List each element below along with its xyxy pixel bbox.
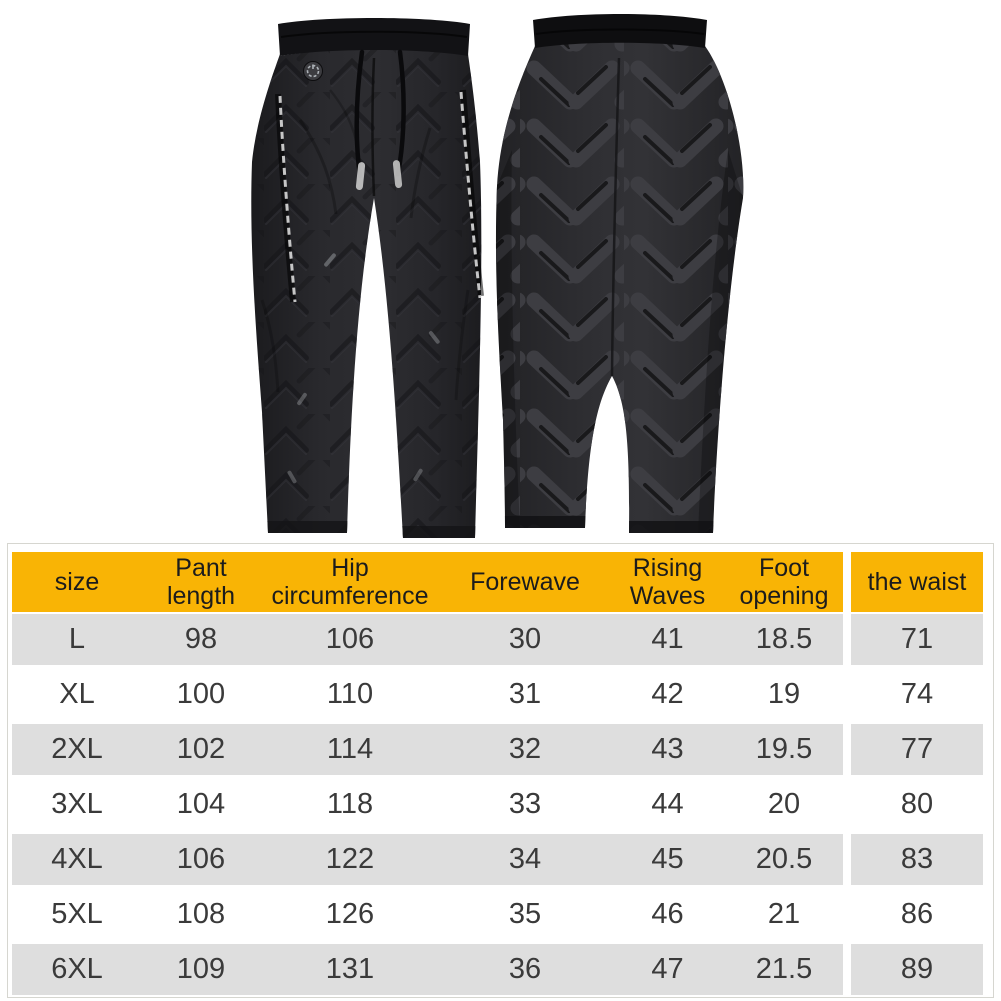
size-cell: XL — [59, 678, 95, 710]
foot-opening-cell: 20 — [767, 788, 801, 820]
table-header-row — [12, 552, 993, 612]
waist-cell: 77 — [851, 722, 983, 777]
size-cell: L — [12, 612, 142, 667]
forewave-cell: 33 — [508, 788, 542, 820]
pant-length-cell: 98 — [142, 612, 260, 667]
pant-length-cell: 108 — [176, 898, 226, 930]
rising-waves-cell: 41 — [610, 612, 725, 667]
pant-length-cell: 100 — [176, 678, 226, 710]
foot-opening-cell: 21.5 — [725, 942, 843, 997]
hip-cell: 122 — [260, 832, 440, 887]
power-button-icon — [304, 62, 323, 81]
rising-waves-cell: 42 — [651, 678, 684, 710]
foot-opening-cell: 18.5 — [725, 612, 843, 667]
forewave-cell: 31 — [508, 678, 542, 710]
foot-opening-cell: 19 — [767, 678, 801, 710]
column-divider — [843, 887, 851, 942]
rising-waves-cell: 43 — [610, 722, 725, 777]
waist-cell: 86 — [900, 898, 934, 930]
foot-opening-cell: 20.5 — [725, 832, 843, 887]
hip-cell: 131 — [260, 942, 440, 997]
size-cell: 6XL — [12, 942, 142, 997]
waist-cell: 80 — [900, 788, 934, 820]
foot-opening-cell: 21 — [767, 898, 801, 930]
column-header-foot-opening: Foot opening — [725, 552, 843, 612]
forewave-cell: 34 — [440, 832, 610, 887]
hip-cell: 114 — [260, 722, 440, 777]
size-cell: 4XL — [12, 832, 142, 887]
column-divider — [843, 777, 851, 832]
pant-length-cell: 106 — [142, 832, 260, 887]
forewave-cell: 35 — [508, 898, 542, 930]
rising-waves-cell: 47 — [610, 942, 725, 997]
pant-length-cell: 102 — [142, 722, 260, 777]
rising-waves-cell: 46 — [651, 898, 684, 930]
rising-waves-cell: 44 — [651, 788, 684, 820]
column-header-size: size — [12, 552, 142, 612]
waist-cell: 89 — [851, 942, 983, 997]
size-cell: 5XL — [51, 898, 103, 930]
column-header-pant-length: Pant length — [142, 552, 260, 612]
column-header-the-waist: the waist — [851, 552, 983, 612]
size-chart-table — [7, 543, 994, 998]
table-row-L — [12, 612, 993, 667]
column-divider — [843, 552, 851, 612]
column-header-forewave: Forewave — [440, 552, 610, 612]
table-row-2XL — [12, 722, 993, 777]
waist-cell: 83 — [851, 832, 983, 887]
column-divider — [843, 832, 851, 887]
hip-cell: 110 — [326, 678, 374, 710]
forewave-cell: 32 — [440, 722, 610, 777]
column-divider — [843, 942, 851, 997]
table-row-3XL — [12, 777, 993, 832]
hip-cell: 118 — [326, 788, 374, 820]
hip-cell: 126 — [325, 898, 375, 930]
column-divider — [843, 612, 851, 667]
pants-back-view — [490, 14, 756, 541]
table-row-6XL — [12, 942, 993, 997]
table-row-XL — [12, 667, 993, 722]
column-divider — [843, 722, 851, 777]
pant-length-cell: 109 — [142, 942, 260, 997]
column-divider — [843, 667, 851, 722]
column-header-rising-waves: Rising Waves — [610, 552, 725, 612]
hip-cell: 106 — [260, 612, 440, 667]
foot-opening-cell: 19.5 — [725, 722, 843, 777]
waist-cell: 74 — [900, 678, 934, 710]
forewave-cell: 36 — [440, 942, 610, 997]
table-row-4XL — [12, 832, 993, 887]
forewave-cell: 30 — [440, 612, 610, 667]
pant-length-cell: 104 — [176, 788, 226, 820]
size-cell: 3XL — [51, 788, 103, 820]
size-cell: 2XL — [12, 722, 142, 777]
column-header-hip-circumference: Hip circumference — [260, 552, 440, 612]
rising-waves-cell: 45 — [610, 832, 725, 887]
table-row-5XL — [12, 887, 993, 942]
waist-cell: 71 — [851, 612, 983, 667]
pants-front-view — [245, 18, 485, 545]
